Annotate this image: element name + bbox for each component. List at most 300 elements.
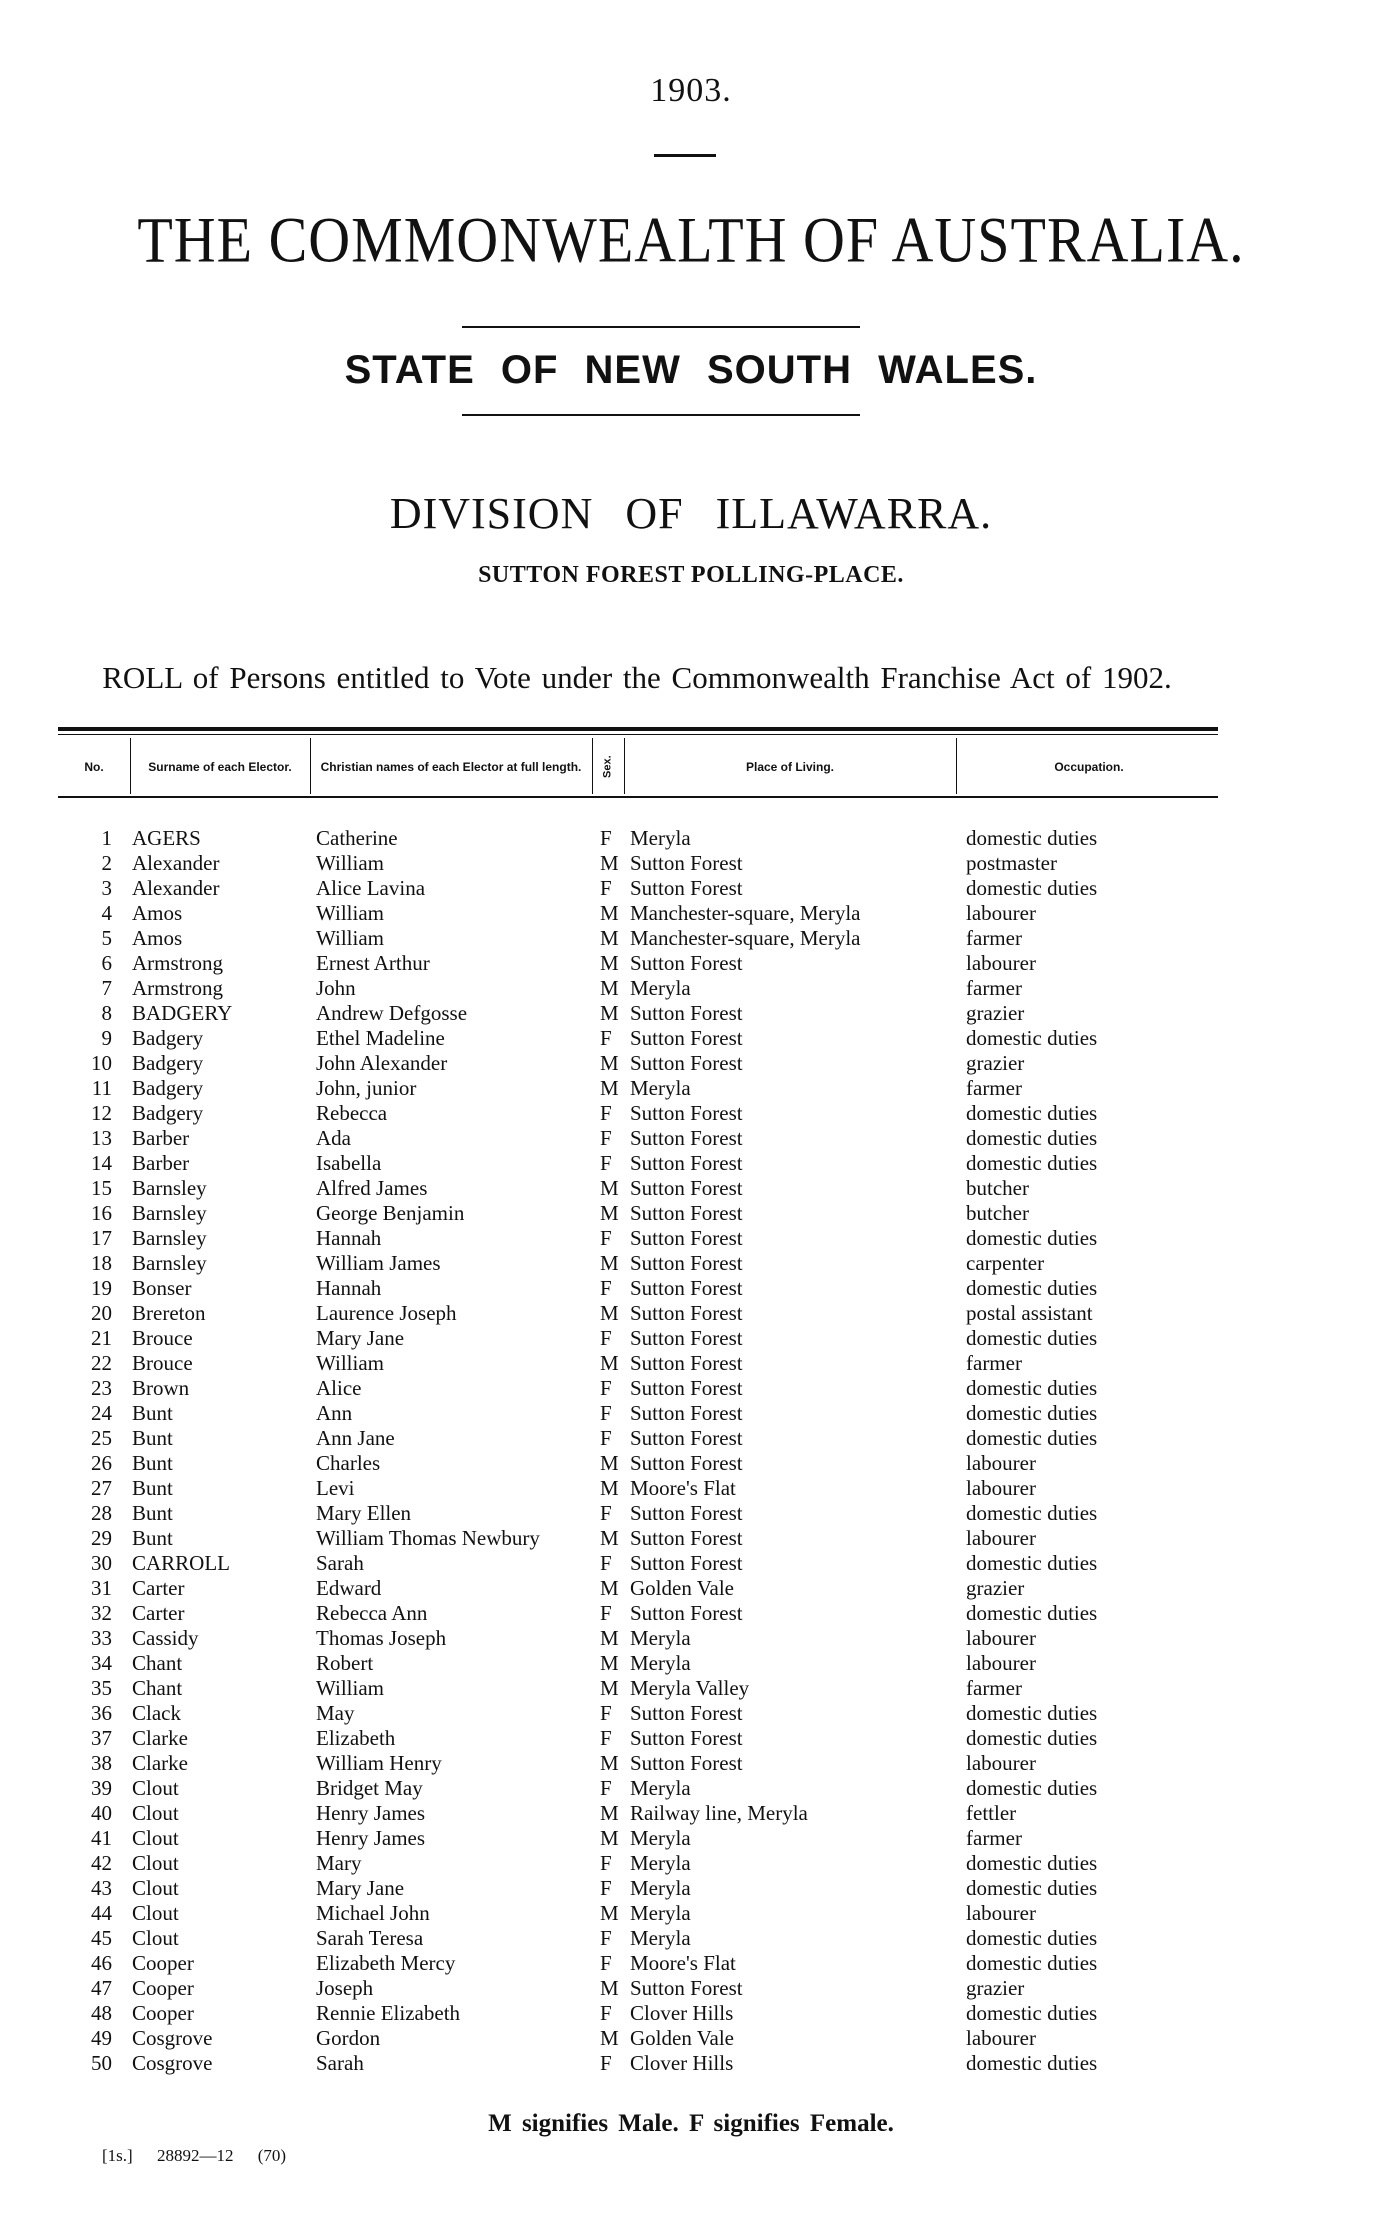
cell-place-of-living: Sutton Forest [630,1201,743,1225]
cell-occupation: farmer [966,1076,1022,1100]
cell-sex: M [600,1251,619,1275]
cell-surname: Cooper [132,1976,194,2000]
cell-christian-names: William [316,851,384,875]
cell-number: 19 [91,1276,112,1300]
column-divider [592,738,593,794]
cell-sex: F [600,826,612,850]
cell-sex: F [600,2051,612,2075]
cell-occupation: carpenter [966,1251,1045,1275]
cell-christian-names: William James [316,1251,441,1275]
cell-sex: F [600,1701,612,1725]
cell-christian-names: Alice [316,1376,362,1400]
cell-place-of-living: Sutton Forest [630,1451,743,1475]
cell-place-of-living: Sutton Forest [630,1976,743,2000]
column-header-sex: Sex. [601,755,614,779]
cell-sex: M [600,1176,619,1200]
cell-place-of-living: Meryla [630,1776,691,1800]
cell-number: 45 [91,1926,112,1950]
column-divider [624,738,625,794]
cell-occupation: domestic duties [966,1701,1098,1725]
cell-christian-names: John, junior [316,1076,417,1100]
cell-occupation: postal assistant [966,1301,1093,1325]
cell-sex: M [600,1051,619,1075]
cell-occupation: grazier [966,1001,1025,1025]
cell-surname: Barnsley [132,1226,207,1250]
cell-christian-names: Mary [316,1851,362,1875]
cell-number: 34 [91,1651,112,1675]
cell-place-of-living: Sutton Forest [630,876,743,900]
footer-print-reference [102,2146,286,2166]
cell-surname: Badgery [132,1076,204,1100]
table-row [0,1551,1382,1576]
cell-place-of-living: Meryla [630,1826,691,1850]
cell-number: 7 [101,976,112,1000]
cell-place-of-living: Meryla [630,1876,691,1900]
cell-christian-names: Bridget May [316,1776,423,1800]
cell-number: 32 [91,1601,112,1625]
table-row [0,1226,1382,1251]
cell-place-of-living: Meryla [630,1651,691,1675]
cell-christian-names: Hannah [316,1226,382,1250]
table-row [0,1051,1382,1076]
cell-number: 11 [91,1076,112,1100]
cell-number: 15 [91,1176,112,1200]
cell-occupation: farmer [966,1351,1022,1375]
cell-occupation: labourer [966,1651,1036,1675]
cell-occupation: labourer [966,2026,1036,2050]
cell-christian-names: Ann Jane [316,1426,395,1450]
cell-occupation: domestic duties [966,1876,1098,1900]
cell-sex: M [600,1651,619,1675]
cell-occupation: grazier [966,1976,1025,2000]
cell-surname: Brereton [132,1301,206,1325]
cell-occupation: labourer [966,901,1036,925]
table-row [0,926,1382,951]
cell-christian-names: Elizabeth Mercy [316,1951,456,1975]
cell-christian-names: Andrew Defgosse [316,1001,468,1025]
cell-surname: Bunt [132,1451,173,1475]
cell-place-of-living: Moore's Flat [630,1476,736,1500]
cell-number: 26 [91,1451,112,1475]
column-divider [130,738,131,794]
table-row [0,1601,1382,1626]
table-row [0,1276,1382,1301]
cell-surname: Barber [132,1151,190,1175]
table-row [0,1701,1382,1726]
cell-place-of-living: Sutton Forest [630,1751,743,1775]
cell-occupation: labourer [966,1476,1036,1500]
table-row [0,826,1382,851]
cell-number: 14 [91,1151,112,1175]
cell-surname: Barnsley [132,1201,207,1225]
table-row [0,1326,1382,1351]
cell-surname: Clout [132,1876,179,1900]
cell-surname: CARROLL [132,1551,231,1575]
division-title: DIVISION OF ILLAWARRA. [389,489,993,538]
table-row [0,1176,1382,1201]
cell-number: 12 [91,1101,112,1125]
cell-surname: Bunt [132,1526,173,1550]
table-row [0,1951,1382,1976]
cell-place-of-living: Meryla [630,1626,691,1650]
table-row [0,1651,1382,1676]
cell-surname: Chant [132,1676,183,1700]
cell-occupation: domestic duties [966,1776,1098,1800]
cell-christian-names: Michael John [316,1901,430,1925]
cell-occupation: domestic duties [966,1326,1098,1350]
table-row [0,1801,1382,1826]
divider-rule [462,414,860,416]
cell-number: 31 [91,1576,112,1600]
cell-occupation: fettler [966,1801,1017,1825]
table-row [0,1526,1382,1551]
cell-place-of-living: Sutton Forest [630,1551,743,1575]
cell-place-of-living: Meryla [630,1926,691,1950]
cell-christian-names: Henry James [316,1826,426,1850]
cell-number: 39 [91,1776,112,1800]
cell-surname: Cassidy [132,1626,199,1650]
cell-christian-names: Charles [316,1451,381,1475]
cell-christian-names: May [316,1701,355,1725]
column-header-occupation: Occupation. [1054,759,1124,774]
column-divider [956,738,957,794]
cell-surname: Badgery [132,1101,204,1125]
cell-christian-names: Joseph [316,1976,374,2000]
cell-occupation: grazier [966,1051,1025,1075]
cell-occupation: farmer [966,1676,1022,1700]
cell-number: 27 [91,1476,112,1500]
cell-place-of-living: Golden Vale [630,1576,735,1600]
cell-surname: Badgery [132,1051,204,1075]
table-row [0,1676,1382,1701]
cell-surname: Clout [132,1776,179,1800]
cell-place-of-living: Sutton Forest [630,1526,743,1550]
cell-number: 29 [91,1526,112,1550]
table-row [0,1026,1382,1051]
cell-number: 8 [101,1001,112,1025]
cell-christian-names: Alice Lavina [316,876,426,900]
table-top-rule [58,727,1218,731]
cell-place-of-living: Sutton Forest [630,1051,743,1075]
cell-sex: F [600,1926,612,1950]
divider-rule [654,154,716,157]
cell-surname: Cosgrove [132,2026,213,2050]
cell-sex: M [600,976,619,1000]
cell-number: 5 [101,926,112,950]
cell-christian-names: Edward [316,1576,382,1600]
table-row [0,1426,1382,1451]
cell-christian-names: Hannah [316,1276,382,1300]
cell-surname: Clout [132,1801,179,1825]
cell-number: 43 [91,1876,112,1900]
cell-number: 3 [101,876,112,900]
cell-christian-names: George Benjamin [316,1201,465,1225]
cell-sex: F [600,2001,612,2025]
cell-christian-names: Sarah [316,2051,364,2075]
table-row [0,1126,1382,1151]
cell-place-of-living: Sutton Forest [630,1701,743,1725]
cell-surname: Chant [132,1651,183,1675]
footer-print-ref: 28892—12 (70) [156,2146,287,2165]
cell-place-of-living: Sutton Forest [630,1101,743,1125]
table-row [0,1376,1382,1401]
table-row [0,951,1382,976]
cell-occupation: domestic duties [966,1851,1098,1875]
cell-place-of-living: Sutton Forest [630,951,743,975]
cell-surname: Cooper [132,1951,194,1975]
cell-sex: M [600,1801,619,1825]
column-header-christian-names: Christian names of each Elector at full length. [320,759,582,774]
table-row [0,1576,1382,1601]
cell-place-of-living: Sutton Forest [630,1026,743,1050]
cell-sex: M [600,851,619,875]
cell-surname: Clout [132,1926,179,1950]
cell-number: 18 [91,1251,112,1275]
cell-number: 20 [91,1301,112,1325]
cell-occupation: domestic duties [966,1426,1098,1450]
cell-sex: F [600,1851,612,1875]
cell-christian-names: Ethel Madeline [316,1026,445,1050]
cell-place-of-living: Sutton Forest [630,1126,743,1150]
cell-christian-names: William [316,901,384,925]
cell-christian-names: Isabella [316,1151,382,1175]
cell-number: 30 [91,1551,112,1575]
cell-place-of-living: Sutton Forest [630,1426,743,1450]
cell-occupation: postmaster [966,851,1057,875]
cell-christian-names: Mary Jane [316,1326,405,1350]
table-row [0,1001,1382,1026]
cell-occupation: farmer [966,926,1022,950]
cell-place-of-living: Sutton Forest [630,1276,743,1300]
cell-christian-names: John [316,976,356,1000]
cell-place-of-living: Sutton Forest [630,1501,743,1525]
table-row [0,1776,1382,1801]
table-row [0,1876,1382,1901]
cell-occupation: labourer [966,1901,1036,1925]
cell-surname: Clout [132,1826,179,1850]
roll-title: ROLL of Persons entitled to Vote under the Commonwealth Franchise Act of 1902. [102,660,1172,695]
cell-number: 1 [101,826,112,850]
cell-occupation: domestic duties [966,1376,1098,1400]
cell-sex: M [600,901,619,925]
cell-number: 46 [91,1951,112,1975]
cell-surname: Clarke [132,1726,188,1750]
cell-number: 36 [91,1701,112,1725]
table-row [0,1726,1382,1751]
table-header-rule [58,796,1218,798]
cell-sex: F [600,1226,612,1250]
cell-number: 13 [91,1126,112,1150]
table-row [0,1401,1382,1426]
cell-number: 33 [91,1626,112,1650]
cell-occupation: domestic duties [966,1151,1098,1175]
cell-number: 21 [91,1326,112,1350]
cell-place-of-living: Meryla Valley [630,1676,750,1700]
cell-sex: M [600,1076,619,1100]
cell-surname: Clack [132,1701,181,1725]
cell-sex: F [600,1876,612,1900]
cell-surname: Amos [132,926,183,950]
cell-surname: Barnsley [132,1176,207,1200]
cell-sex: M [600,951,619,975]
cell-place-of-living: Meryla [630,976,691,1000]
cell-number: 35 [91,1676,112,1700]
cell-occupation: domestic duties [966,1951,1098,1975]
column-header-no: No. [84,759,104,774]
cell-surname: Brouce [132,1351,193,1375]
main-title: THE COMMONWEALTH OF AUSTRALIA. [137,203,1245,276]
cell-number: 41 [91,1826,112,1850]
cell-sex: M [600,1351,619,1375]
cell-christian-names: Rebecca Ann [316,1601,428,1625]
cell-number: 40 [91,1801,112,1825]
table-row [0,901,1382,926]
cell-sex: M [600,1476,619,1500]
cell-number: 49 [91,2026,112,2050]
cell-christian-names: William [316,926,384,950]
cell-place-of-living: Clover Hills [630,2001,734,2025]
cell-number: 9 [101,1026,112,1050]
cell-place-of-living: Moore's Flat [630,1951,736,1975]
footer-code: [1s.] [102,2146,133,2165]
cell-surname: Carter [132,1601,185,1625]
cell-number: 17 [91,1226,112,1250]
cell-occupation: domestic duties [966,2001,1098,2025]
cell-place-of-living: Meryla [630,826,691,850]
cell-surname: Brown [132,1376,190,1400]
cell-number: 22 [91,1351,112,1375]
cell-surname: Cosgrove [132,2051,213,2075]
cell-occupation: domestic duties [966,1601,1098,1625]
table-row [0,1351,1382,1376]
cell-sex: F [600,1151,612,1175]
table-row [0,976,1382,1001]
cell-sex: M [600,1301,619,1325]
sex-legend: M signifies Male. F signifies Female. [488,2110,894,2137]
cell-sex: F [600,1276,612,1300]
cell-surname: Cooper [132,2001,194,2025]
cell-sex: F [600,1726,612,1750]
cell-number: 25 [91,1426,112,1450]
cell-place-of-living: Manchester-square, Meryla [630,901,861,925]
cell-sex: M [600,1201,619,1225]
cell-sex: M [600,926,619,950]
cell-place-of-living: Sutton Forest [630,1376,743,1400]
cell-occupation: butcher [966,1176,1029,1200]
cell-place-of-living: Sutton Forest [630,1326,743,1350]
cell-place-of-living: Clover Hills [630,2051,734,2075]
cell-surname: Alexander [132,851,220,875]
table-row [0,1976,1382,2001]
cell-sex: F [600,1101,612,1125]
cell-sex: F [600,1376,612,1400]
cell-sex: M [600,1626,619,1650]
cell-christian-names: John Alexander [316,1051,448,1075]
cell-place-of-living: Sutton Forest [630,1251,743,1275]
cell-christian-names: Laurence Joseph [316,1301,457,1325]
cell-place-of-living: Sutton Forest [630,1001,743,1025]
cell-sex: M [600,1001,619,1025]
cell-christian-names: Mary Jane [316,1876,405,1900]
cell-place-of-living: Sutton Forest [630,1151,743,1175]
cell-number: 47 [91,1976,112,2000]
cell-occupation: domestic duties [966,1926,1098,1950]
table-row [0,1301,1382,1326]
table-row [0,851,1382,876]
cell-place-of-living: Sutton Forest [630,1401,743,1425]
cell-occupation: labourer [966,1626,1036,1650]
cell-sex: M [600,1751,619,1775]
cell-occupation: domestic duties [966,1551,1098,1575]
year-heading: 1903. [650,72,732,109]
cell-sex: F [600,1326,612,1350]
cell-christian-names: Alfred James [316,1176,428,1200]
cell-place-of-living: Meryla [630,1076,691,1100]
cell-number: 24 [91,1401,112,1425]
cell-occupation: domestic duties [966,876,1098,900]
cell-number: 38 [91,1751,112,1775]
table-row [0,2051,1382,2076]
column-divider [310,738,311,794]
cell-surname: Armstrong [132,951,223,975]
cell-number: 16 [91,1201,112,1225]
cell-sex: M [600,1526,619,1550]
table-top-rule [58,734,1218,735]
cell-sex: M [600,1826,619,1850]
cell-surname: Badgery [132,1026,204,1050]
column-header-surname: Surname of each Elector. [148,759,292,774]
cell-number: 6 [101,951,112,975]
cell-occupation: farmer [966,976,1022,1000]
cell-place-of-living: Golden Vale [630,2026,735,2050]
cell-occupation: domestic duties [966,1726,1098,1750]
table-row [0,1451,1382,1476]
cell-occupation: labourer [966,1751,1036,1775]
cell-surname: Alexander [132,876,220,900]
cell-surname: Barber [132,1126,190,1150]
table-row [0,1076,1382,1101]
state-title: STATE OF NEW SOUTH WALES. [344,348,1038,392]
cell-surname: Bunt [132,1476,173,1500]
cell-surname: Bunt [132,1401,173,1425]
cell-christian-names: Robert [316,1651,374,1675]
cell-christian-names: Ann [316,1401,353,1425]
table-row [0,1626,1382,1651]
cell-occupation: labourer [966,951,1036,975]
cell-sex: M [600,1901,619,1925]
cell-christian-names: Henry James [316,1801,426,1825]
cell-place-of-living: Sutton Forest [630,1351,743,1375]
table-row [0,1476,1382,1501]
cell-occupation: domestic duties [966,2051,1098,2075]
cell-christian-names: Rennie Elizabeth [316,2001,461,2025]
cell-occupation: domestic duties [966,1101,1098,1125]
cell-christian-names: Ernest Arthur [316,951,430,975]
cell-sex: F [600,1776,612,1800]
cell-christian-names: Gordon [316,2026,381,2050]
table-row [0,1926,1382,1951]
table-row [0,1201,1382,1226]
table-row [0,2001,1382,2026]
cell-sex: F [600,1951,612,1975]
cell-occupation: domestic duties [966,1501,1098,1525]
cell-christian-names: Sarah [316,1551,364,1575]
cell-occupation: domestic duties [966,1276,1098,1300]
cell-surname: Clout [132,1901,179,1925]
cell-surname: Brouce [132,1326,193,1350]
cell-sex: F [600,876,612,900]
cell-number: 23 [91,1376,112,1400]
